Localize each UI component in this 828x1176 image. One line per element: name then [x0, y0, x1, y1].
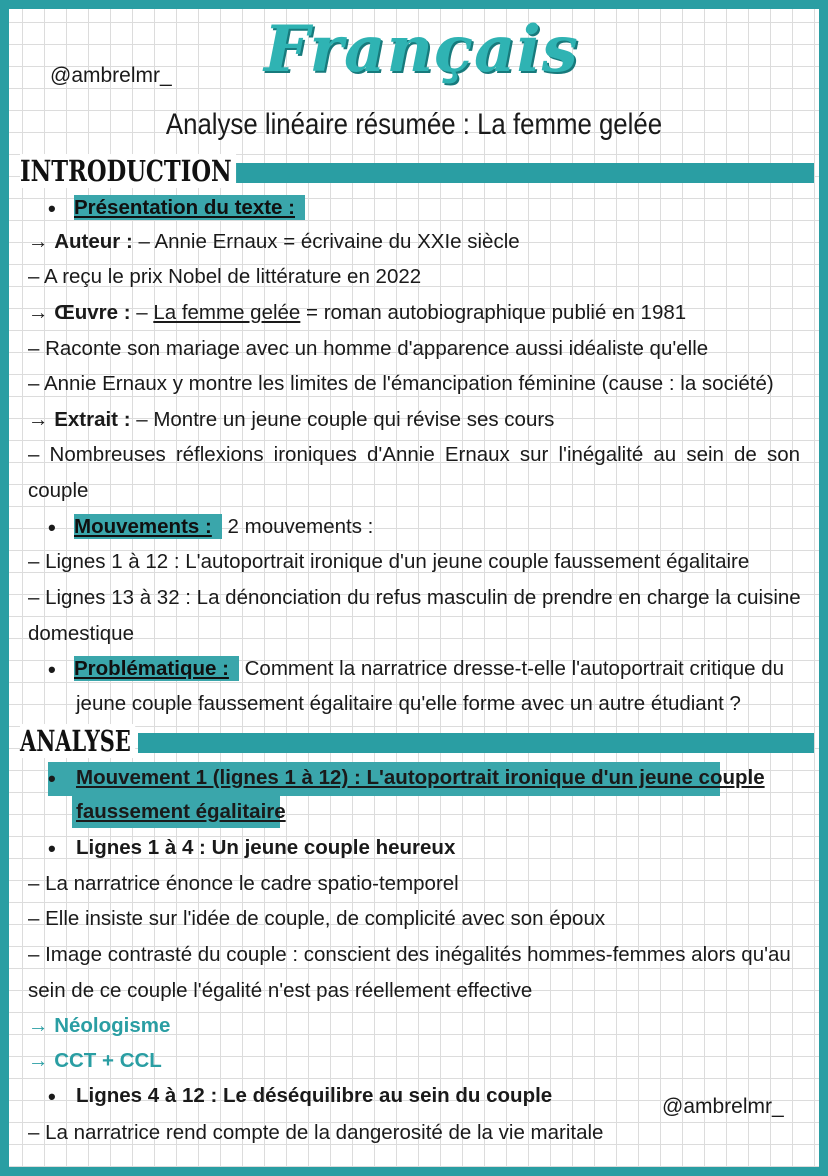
- bullet-icon: •: [48, 196, 56, 221]
- problematique-text: Comment la narratrice dresse-t-elle l'autoportrait critique du: [238, 657, 785, 680]
- extrait-line: [28, 408, 554, 432]
- analysis-line-3: – Image contrasté du couple : conscient des inégalités hommes-femmes alors qu'au: [28, 943, 791, 966]
- cct-ccl-note: → CCT + CCL: [28, 1049, 162, 1072]
- arrow-icon: →: [28, 230, 49, 253]
- arrow-icon: →: [28, 408, 49, 431]
- author-text: – Annie Ernaux = écrivaine du XXIe siècle: [132, 230, 520, 253]
- bullet-icon: •: [48, 657, 56, 682]
- extrait-line-3: couple: [28, 479, 89, 502]
- oeuvre-label: Œuvre :: [54, 301, 131, 324]
- oeuvre-dash: –: [130, 301, 154, 324]
- sub-heading-lines-1-4: Lignes 1 à 4 : Un jeune couple heureux: [76, 836, 456, 859]
- analyse-heading-bar: [138, 733, 814, 753]
- mouvement-2-line-cont: domestique: [28, 622, 134, 645]
- arrow-icon: →: [28, 301, 49, 324]
- author-line: [28, 230, 520, 254]
- analysis-line-2: – Elle insiste sur l'idée de couple, de complicité avec son époux: [28, 907, 606, 930]
- mouvement-1-title: Mouvement 1 (lignes 1 à 12) : L'autoportrait ironique d'un jeune couple: [76, 766, 765, 789]
- oeuvre-text: = roman autobiographique publié en 1981: [300, 301, 687, 324]
- analysis-line-1: – La narratrice énonce le cadre spatio-temporel: [28, 872, 459, 895]
- sub-heading-lines-4-12: Lignes 4 à 12 : Le déséquilibre au sein du couple: [76, 1084, 553, 1107]
- neologisme-note: → Néologisme: [28, 1014, 171, 1037]
- problematique-bullet: [74, 657, 784, 681]
- author-label: Auteur :: [54, 230, 133, 253]
- bullet-icon: •: [48, 836, 56, 861]
- introduction-heading-bar: [222, 163, 814, 183]
- author-handle-bottom: @ambrelmr_: [662, 1095, 784, 1118]
- author-line-2: – A reçu le prix Nobel de littérature en 2022: [28, 265, 422, 288]
- mouvement-1-line: – Lignes 1 à 12 : L'autoportrait ironique d'un jeune couple faussement égalitaire: [28, 550, 750, 573]
- problematique-label: Problématique :: [74, 656, 239, 681]
- introduction-heading: INTRODUCTION: [20, 154, 236, 188]
- extrait-line-2: – Nombreuses réflexions ironiques d'Annie Ernaux sur l'inégalité au sein de son: [28, 443, 800, 466]
- author-handle-top: @ambrelmr_: [50, 64, 172, 87]
- analysis-line-4: – La narratrice rend compte de la dangerosité de la vie maritale: [28, 1121, 604, 1144]
- oeuvre-line: [28, 301, 686, 325]
- analyse-heading: ANALYSE: [20, 724, 135, 758]
- oeuvre-line-2: – Raconte son mariage avec un homme d'apparence aussi idéaliste qu'elle: [28, 337, 709, 360]
- analysis-line-3-cont: sein de ce couple l'égalité n'est pas réellement effective: [28, 979, 533, 1002]
- extrait-label: Extrait :: [54, 408, 131, 431]
- bullet-icon: •: [48, 766, 56, 791]
- presentation-label: Présentation du texte :: [74, 195, 305, 220]
- extrait-text: – Montre un jeune couple qui révise ses cours: [130, 408, 555, 431]
- mouvements-label: Mouvements :: [74, 514, 222, 539]
- mouvements-text: 2 mouvements :: [221, 515, 374, 538]
- mouvements-bullet: [74, 515, 373, 539]
- page-title: Français: [264, 12, 579, 87]
- oeuvre-line-3: – Annie Ernaux y montre les limites de l'émancipation féminine (cause : la société): [28, 372, 774, 395]
- problematique-text-cont: jeune couple faussement égalitaire qu'elle forme avec un autre étudiant ?: [76, 692, 741, 715]
- mouvement-2-line: – Lignes 13 à 32 : La dénonciation du refus masculin de prendre en charge la cuisine: [28, 586, 801, 609]
- presentation-bullet: [74, 196, 305, 220]
- page-subtitle: Analyse linéaire résumée : La femme gelée: [165, 108, 663, 141]
- bullet-icon: •: [48, 515, 56, 540]
- bullet-icon: •: [48, 1084, 56, 1109]
- mouvement-1-title-cont: faussement égalitaire: [76, 800, 286, 823]
- oeuvre-title: La femme gelée: [153, 301, 301, 324]
